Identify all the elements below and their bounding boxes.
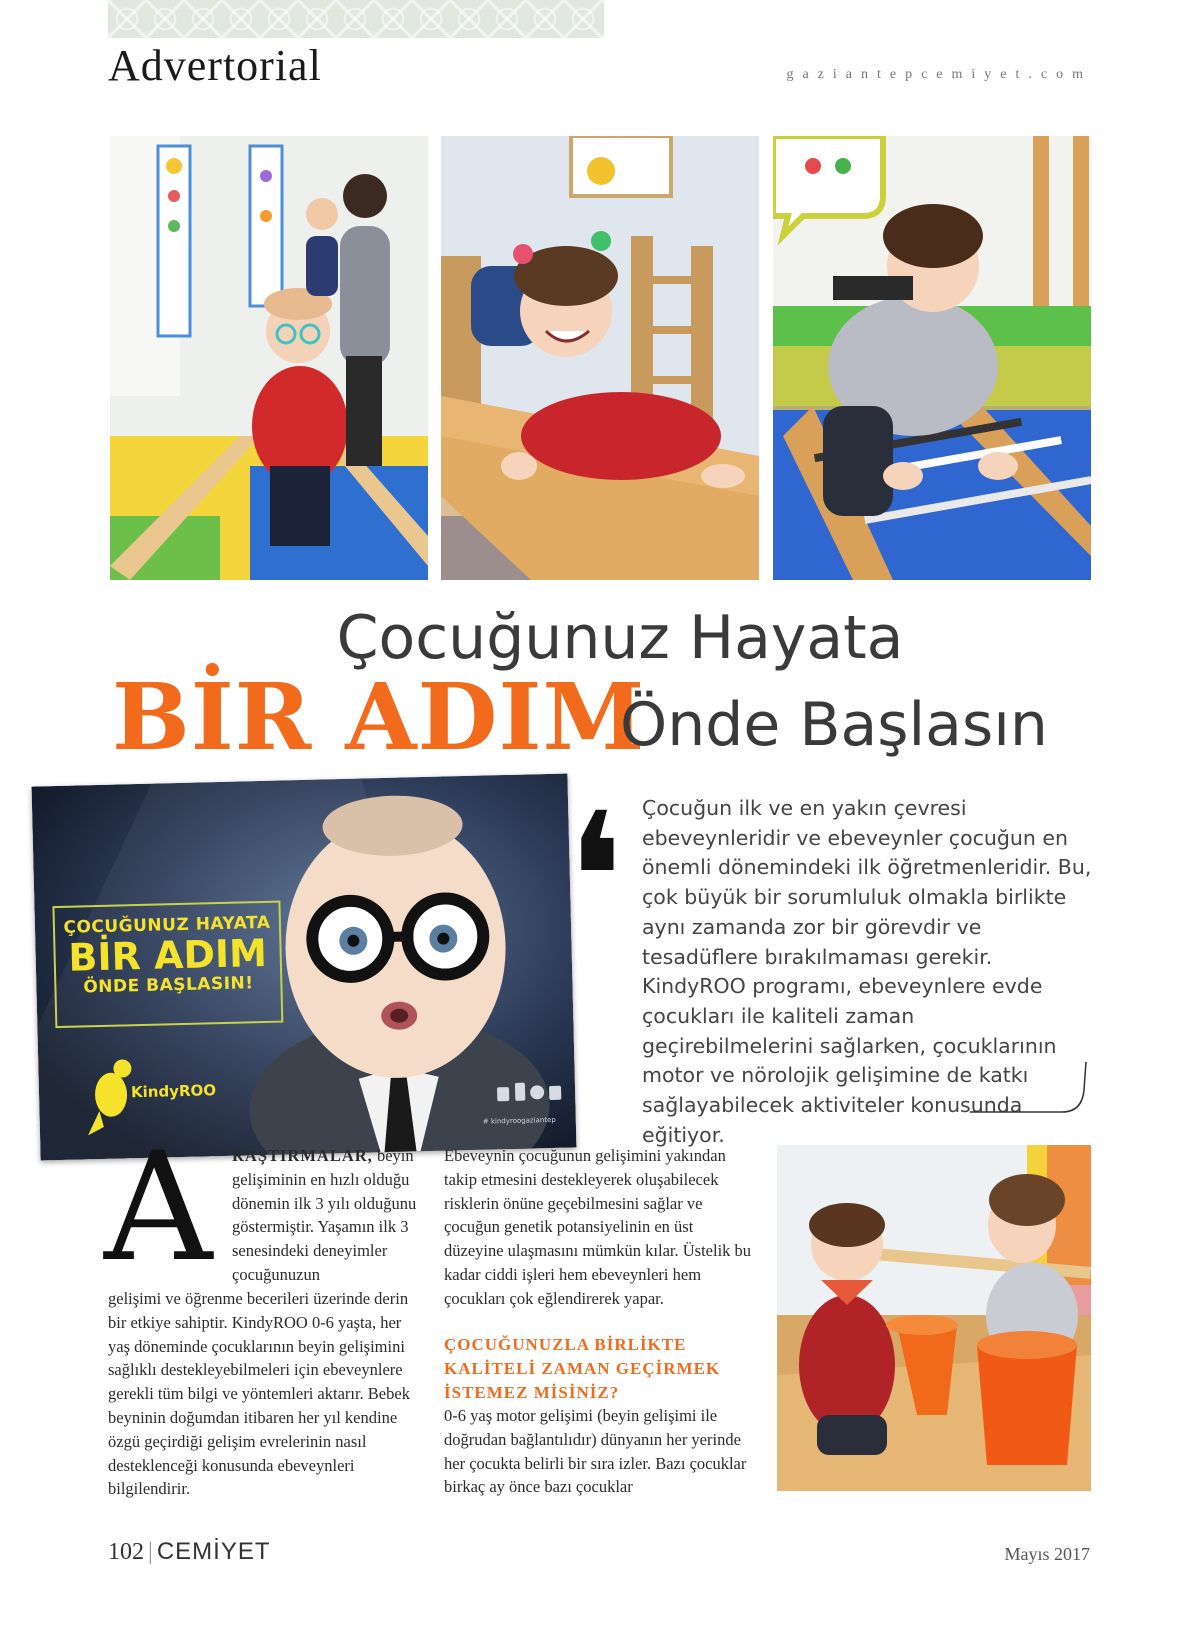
article-lead-word: RAŞTIRMALAR, — [232, 1146, 373, 1165]
kindyroo-ad-poster — [32, 774, 577, 1161]
page-folio — [108, 1537, 271, 1567]
ad-slogan-line-3: ÖNDE BAŞLASIN! — [83, 973, 254, 998]
ad-hashtag: # kindyroogaziantep — [482, 1115, 556, 1126]
article-column-2-paragraph-1: Ebeveynin çocuğunun gelişimini yakından takip etmesini destekleyerek oluşabilecek risklerin önüne geçebilmesini sağlar ve çocuğun genetik potansiyelinin en üst düzeyine ulaşmasını mümkün kılar. Üstelik bu kadar ciddi işleri hem ebeveynleri hem çocukları çok eğlendirerek yapar. — [444, 1146, 752, 1308]
magazine-name: CEMİYET — [156, 1538, 271, 1565]
quote-underline — [970, 1060, 1090, 1116]
pull-quote: Çocuğun ilk ve en yakın çevresi ebeveynleridir ve ebeveynler çocuğun en önemli dönemindeki ilk öğretmenleridir. Bu, çok büyük bir sorumluluk olmakla birlikte aynı zamanda zor bir görevdir ve tesadüflere bırakılmaması gerekir. KindyROO programı, ebeveynlere evde çocukları ile kaliteli zaman geçirebilmelerini sağlarken, çocuklarının motor ve nörolojik gelişimine de katkı sağlayabilecek aktiviteler konusunda eğitiyor. — [642, 796, 1092, 1147]
ad-slogan-line-2: BİR ADIM — [67, 930, 268, 980]
article-column-1: gelişimi ve öğrenme becerileri üzerinde derin bir etkiye sahiptir. KindyROO 0-6 yaşta, her yaş döneminde çocuklarının beyin gelişimini sağlıklı destekleyebilmeleri için ebeveynlere gerekli tüm bilgi ve yöntemleri aktarır. Bebek beyninin doğumdan itibaren her yıl kendine özgü geçirdiği gelişim evrelerinin nasıl desteklenceği konusunda ebeveynleri bilgilendirir. — [108, 1289, 410, 1499]
drop-cap: A — [104, 1121, 213, 1295]
article-intro — [232, 1144, 420, 1287]
folio-separator: | — [148, 1539, 153, 1565]
page-number: 102 — [108, 1539, 144, 1565]
toddler-balance-beam-photo — [110, 136, 428, 580]
headline-accent: BİR ADIM — [112, 663, 646, 771]
ad-slogan-box — [52, 901, 283, 1029]
boy-climbing-ladder-photo — [773, 136, 1091, 580]
article-intro-text: beyin gelişiminin en hızlı olduğu dönemin ilk 3 yılı olduğunu göstermiştir. Yaşamın ilk 3 senesindeki deneyimler çocuğunuzun — [232, 1146, 417, 1284]
issue-date: Mayıs 2017 — [1004, 1544, 1090, 1564]
section-label: Advertorial — [108, 41, 322, 90]
girl-sliding-board-photo — [441, 136, 759, 580]
site-url[interactable]: gaziantepcemiyet.com — [786, 67, 1092, 82]
quote-mark-icon: ❛ — [566, 775, 625, 984]
ad-slogan-line-1: ÇOCUĞUNUZ HAYATA — [63, 912, 271, 938]
ad-brand-name: KindyROO — [130, 1081, 217, 1102]
children-playing-buckets-photo — [777, 1145, 1091, 1491]
header-pattern — [108, 0, 604, 38]
article-subheading: ÇOCUĞUNUZLA BİRLİKTE KALİTELİ ZAMAN GEÇİRMEK İSTEMEZ MİSİNİZ? — [444, 1335, 721, 1402]
headline-line-2: Önde Başlasın — [620, 690, 1048, 760]
article-column-2-paragraph-2: 0-6 yaş motor gelişimi (beyin gelişimi ile doğrudan bağlantılıdır) dünyanın her yerinde her çocukta belirli bir sıra izler. Bazı çocuklar birkaç ay önce bazı çocuklar — [444, 1406, 747, 1497]
headline-line-1: Çocuğunuz Hayata — [336, 603, 904, 673]
